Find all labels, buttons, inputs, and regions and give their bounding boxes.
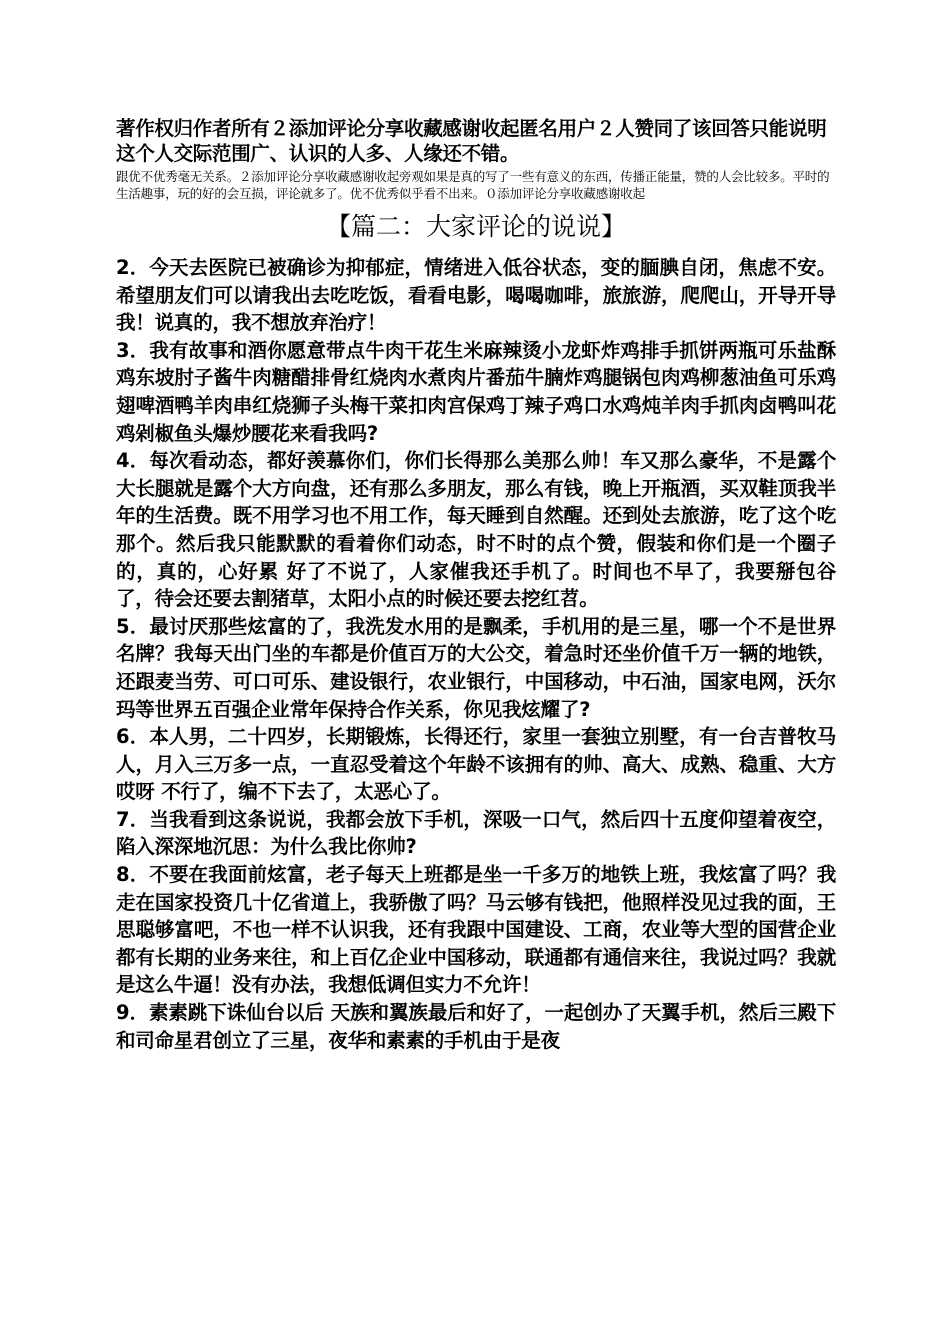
comment-item-5: 5．最讨厌那些炫富的了，我洗发水用的是飘柔，手机用的是三星，哪一个不是世界名牌？我每天出门坐的车都是价值百万的大公交，着急时还坐价值千万一辆的地铁，还跟麦当劳、可口可乐、建设银行，农业银行，中国移动，中石油，国家电网，沃尔玛等世界五百强企业常年保持合作关系，你见我炫耀了?: [116, 614, 836, 721]
document-page: [116, 116, 836, 1054]
comment-item-8: 8．不要在我面前炫富，老子每天上班都是坐一千多万的地铁上班，我炫富了吗？我走在国家投资几十亿省道上，我骄傲了吗？马云够有钱把，他照样没见过我的面，王思聪够富吧，不也一样不认识我，还有我跟中国建设、工商，农业等大型的国营企业都有长期的业务来往，和上百亿企业中国移动，联通都有通信来往，我说过吗？我就是这么牛逼！没有办法，我想低调但实力不允许！: [116, 863, 836, 997]
comment-item-9: 9．素素跳下诛仙台以后 天族和翼族最后和好了，一起创办了天翼手机，然后三殿下和司命星君创立了三星，夜华和素素的手机由于是夜: [116, 1001, 836, 1052]
intro-small-paragraph: 跟优不优秀毫无关系。２添加评论分享收藏感谢收起旁观如果是真的写了一些有意义的东西，传播正能量，赞的人会比较多。平时的生活趣事，玩的好的会互损，评论就多了。优不优秀似乎看不出来。０添加评论分享收藏感谢收起: [116, 169, 830, 201]
comment-item-4: 4．每次看动态，都好羡慕你们，你们长得那么美那么帅！车又那么豪华，不是露个大长腿就是露个大方向盘，还有那么多朋友，那么有钱，晚上开瓶酒，买双鞋顶我半年的生活费。既不用学习也不用工作，每天睡到自然醒。还到处去旅游，吃了这个吃那个。然后我只能默默的看着你们动态，时不时的点个赞，假装和你们是一个圈子的，真的，心好累 好了不说了，人家催我还手机了。时间也不早了，我要掰包谷了，待会还要去割猪草，太阳小点的时候还要去挖红苕。: [116, 449, 836, 611]
intro-bold-paragraph: 著作权归作者所有２添加评论分享收藏感谢收起匿名用户２人赞同了该回答只能说明这个人交际范围广、认识的人多、人缘还不错。: [116, 117, 827, 165]
comment-item-2: 2．今天去医院已被确诊为抑郁症，情绪进入低谷状态，变的腼腆自闭，焦虑不安。希望朋友们可以请我出去吃吃饭，看看电影，喝喝咖啡，旅旅游，爬爬山，开导开导我！说真的，我不想放弃治疗！: [116, 256, 836, 335]
comment-item-3: 3．我有故事和酒你愿意带点牛肉干花生米麻辣烫小龙虾炸鸡排手抓饼两瓶可乐盐酥鸡东坡肘子酱牛肉糖醋排骨红烧肉水煮肉片番茄牛腩炸鸡腿锅包肉鸡柳葱油鱼可乐鸡翅啤酒鸭羊肉串红烧狮子头梅干菜扣肉宫保鸡丁辣子鸡口水鸡炖羊肉手抓肉卤鸭叫花鸡剁椒鱼头爆炒腰花来看我吗?: [116, 338, 836, 445]
comment-item-6: 6．本人男，二十四岁，长期锻炼，长得还行，家里一套独立别墅，有一台吉普牧马人，月入三万多一点，一直忍受着这个年龄不该拥有的帅、高大、成熟、稳重、大方 哎呀 不行了，编不下去了，太恶心了。: [116, 725, 836, 804]
section-heading: 【篇二：大家评论的说说】: [325, 212, 626, 241]
comment-item-7: 7．当我看到这条说说，我都会放下手机，深吸一口气，然后四十五度仰望着夜空，陷入深深地沉思：为什么我比你帅?: [116, 807, 836, 859]
